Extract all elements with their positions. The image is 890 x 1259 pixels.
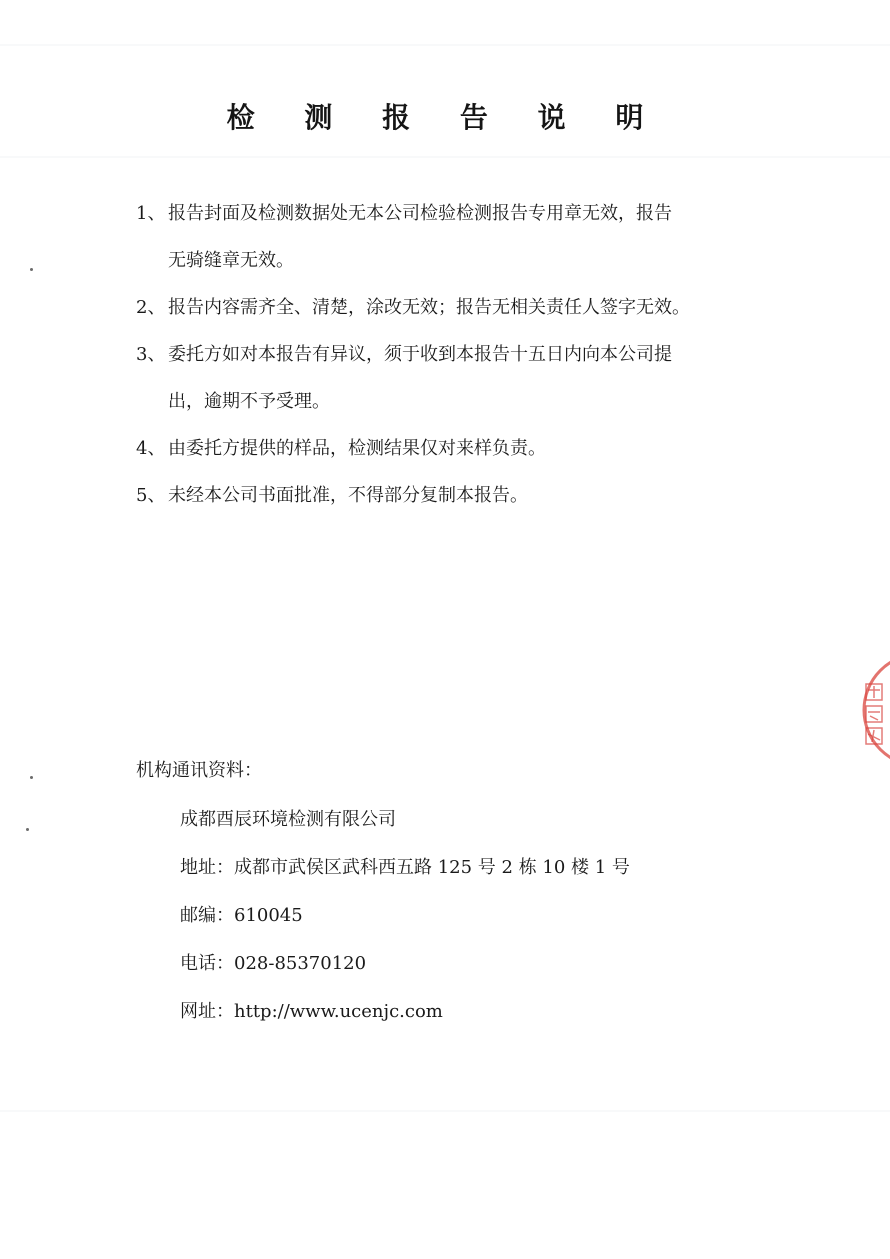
note-item-2 <box>136 284 766 331</box>
note-text: 由委托方提供的样品，检测结果仅对来样负责。 <box>168 438 546 459</box>
note-item-1-continued <box>136 237 766 284</box>
note-item-3-continued <box>136 378 766 425</box>
contact-heading: 机构通讯资料： <box>136 760 262 781</box>
page-title: 检 测 报 告 说 明 <box>226 101 664 134</box>
phone-line: 电话：028-85370120 <box>180 953 367 974</box>
scan-artifact <box>0 156 890 158</box>
note-number: 1、 <box>136 203 166 224</box>
postcode-line: 邮编：610045 <box>180 905 303 926</box>
address-line: 地址：成都市武侯区武科西五路 125 号 2 栋 10 楼 1 号 <box>180 857 630 878</box>
note-item-3 <box>136 331 766 378</box>
scan-artifact <box>0 1110 890 1112</box>
note-number: 4、 <box>136 438 166 459</box>
note-text: 报告内容需齐全、清楚，涂改无效；报告无相关责任人签字无效。 <box>168 297 690 318</box>
partial-seal-stamp <box>858 650 890 770</box>
note-text: 出，逾期不予受理。 <box>168 391 330 412</box>
note-text: 委托方如对本报告有异议，须于收到本报告十五日内向本公司提 <box>168 344 672 365</box>
contact-details <box>180 796 630 1036</box>
note-text: 未经本公司书面批准，不得部分复制本报告。 <box>168 485 528 506</box>
note-number: 2、 <box>136 297 166 318</box>
note-text: 报告封面及检测数据处无本公司检验检测报告专用章无效，报告 <box>168 203 672 224</box>
note-item-5 <box>136 472 766 519</box>
note-number: 5、 <box>136 485 166 506</box>
note-item-1 <box>136 190 766 237</box>
note-text: 无骑缝章无效。 <box>168 250 294 271</box>
note-number: 3、 <box>136 344 166 365</box>
seal-icon <box>858 650 890 770</box>
scan-speck <box>30 776 33 779</box>
scan-speck <box>30 268 33 271</box>
note-item-4 <box>136 425 766 472</box>
notes-list <box>136 190 766 519</box>
website-line: 网址：http://www.ucenjc.com <box>180 1001 443 1022</box>
company-name: 成都酉辰环境检测有限公司 <box>180 809 396 830</box>
scan-speck <box>26 828 29 831</box>
scan-artifact <box>0 44 890 46</box>
